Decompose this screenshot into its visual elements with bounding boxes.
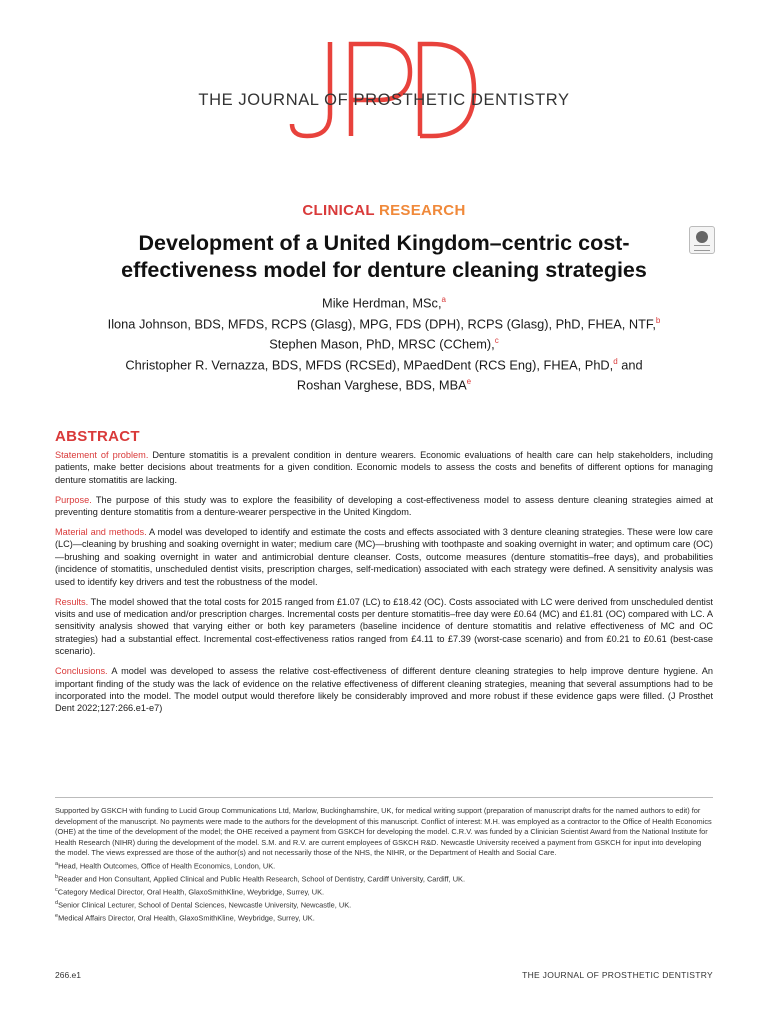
author-list	[60, 291, 708, 394]
section-label-part1: CLINICAL	[302, 202, 375, 219]
author-line: Ilona Johnson, BDS, MFDS, RCPS (Glasg), MPG, FDS (DPH), RCPS (Glasg), PhD, FHEA, NTF,$^b$	[107, 315, 661, 331]
footnotes	[55, 806, 713, 924]
abstract-paragraph: Results. The model showed that the total costs for 2015 ranged from £1.07 (LC) to £18.42 (OC). Costs associated with LC were derived from unscheduled dentist visits and use of medication and/or prescription charges. Incremental costs per denture stomatitis–free day were £0.64 (MC) and £1.81 (OC) compared with LC. A sensitivity analysis showed that varying either or both key parameters (baseline incidence of denture stomatitis and relative effectiveness of MC and OC strategies) had a substantial effect. Incremental cost-effectiveness ratios ranged from £4.11 to £7.39 (worst-case scenario) and from £0.21 to £0.61 (best-case scenario).	[55, 596, 713, 657]
crossmark-icon[interactable]	[689, 226, 715, 254]
affiliation-item: $^a$Head, Health Outcomes, Office of Health Economics, London, UK.	[55, 860, 276, 871]
abstract-heading: ABSTRACT	[55, 428, 140, 445]
article-title: Development of a United Kingdom–centric cost-effectiveness model for denture cleaning strategies	[121, 231, 647, 282]
section-label	[0, 202, 768, 219]
crossmark-lines	[694, 245, 710, 251]
author-line: Roshan Varghese, BDS, MBA$^e$	[296, 377, 472, 393]
author-line: Stephen Mason, PhD, MRSC (CChem),$^c$	[269, 336, 499, 352]
abstract-paragraph: Purpose. The purpose of this study was to explore the feasibility of developing a cost-effectiveness model to assess denture cleaning strategies aimed at preventing denture stomatitis from a denture-wearer perspective in the United Kingdom.	[55, 494, 713, 518]
abstract-paragraph: Statement of problem. Denture stomatitis is a prevalent condition in denture wearers. Economic evaluations of health care can help stakeholders, including patients, make better decisions about treatments for a given condition. Economic models to assess the costs and benefits of different options for managing denture stomatitis are lacking.	[55, 450, 713, 485]
affiliation-item: $^c$Category Medical Director, Oral Health, GlaxoSmithKline, Weybridge, Surrey, UK.	[55, 887, 325, 897]
affiliation-item: $^d$Senior Clinical Lecturer, School of Dental Sciences, Newcastle University, Newcastle, UK.	[55, 900, 352, 910]
author-line: Christopher R. Vernazza, BDS, MFDS (RCSEd), MPaedDent (RCS Eng), FHEA, PhD,$^d$ and	[125, 356, 643, 372]
abstract-paragraph: Conclusions. A model was developed to assess the relative cost-effectiveness of different denture cleaning strategies to help improve denture hygiene. An important finding of the study was the lack of evidence on the relative effectiveness of different cleaning strategies, meaning that several assumptions had to be incorporated into the model. The model output would therefore likely be considerably improved and more robust if these evidence gaps were filled. (J Prosthet Dent 2022;127:266.e1-e7)	[55, 666, 713, 714]
journal-name: THE JOURNAL OF PROSTHETIC DENTISTRY	[198, 91, 570, 109]
section-label-part2: RESEARCH	[379, 202, 466, 219]
affiliation-item: $^b$Reader and Hon Consultant, Applied Clinical and Public Health Research, School of Dentistry, Cardiff University, Cardiff, UK.	[55, 874, 466, 884]
funding-statement: Supported by GSKCH with funding to Lucid Group Communications Ltd, Marlow, Buckinghamshire, UK, for medical writing support (preparation of manuscript drafts for the named authors to edit) for development of the manuscript. No payments were made to the authors for the development of this manuscript. Conflict of interest: M.H. was employed as a contractor to the Office of Health Economics (OHE) at the time of the development of the model; the OHE received a payment from GSKCH for developing the model. C.R.V. was funded by a Clinician Scientist Award from the National Institute for Health Research (NIHR) during the development of the model. S.M. and R.V. are current employees of GSKCH R&D. Newcastle University received a payment from GSKCH for input into developing the model. The views expressed are those of the author(s) and not necessarily those of the NHS, the NIHR, or the Department of Health and Social Care.	[55, 806, 712, 858]
journal-masthead	[0, 36, 768, 146]
crossmark-circle	[696, 231, 708, 243]
abstract-body	[55, 449, 713, 722]
page-number: 266.e1	[55, 970, 81, 980]
abstract-paragraph: Material and methods. A model was developed to identify and estimate the costs and effects associated with 3 denture cleaning strategies. These were low care (LC)—cleaning by brushing and soaking overnight in water; medium care (MC)—brushing with toothpaste and soaking overnight in water; and optimum care (OC)—brushing and soaking overnight in water and antimicrobial denture cleanser. Costs, outcome measures (denture stomatitis–free days), and probabilities (incidence of stomatitis, unscheduled dentist visits, prescription charges, self-medication) associated with each strategy were defined. A sensitivity analysis was used to identify key drivers and test the robustness of the model.	[55, 527, 713, 587]
author-line: Mike Herdman, MSc,$^a$	[322, 295, 446, 311]
affiliation-item: $^e$Medical Affairs Director, Oral Health, GlaxoSmithKline, Weybridge, Surrey, UK.	[55, 913, 315, 923]
footnote-divider	[55, 797, 713, 798]
footer-journal-name: THE JOURNAL OF PROSTHETIC DENTISTRY	[522, 970, 713, 980]
